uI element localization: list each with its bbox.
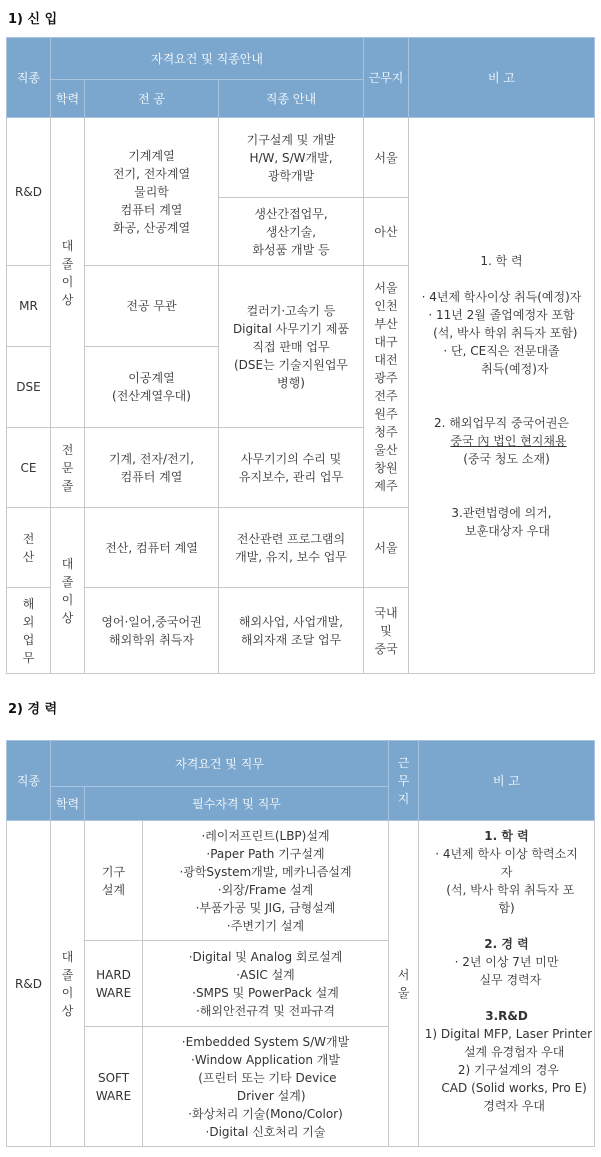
exp-education: 대졸이상 [51,821,85,1147]
header-major: 전 공 [85,80,219,118]
exp-header-duty: 필수자격 및 직무 [85,787,389,821]
mech-label: 기구 설계 [85,821,143,941]
rnd-guide-asan: 생산간접업무, 생산기술, 화성품 개발 등 [219,198,364,266]
mr-dse-guide: 컬러기·고속기 등 Digital 사무기기 제품 직접 판매 업무 (DSE는 기술지원업무 병행) [219,266,364,428]
section2-title: 2) 경 력 [8,702,58,717]
overseas-location: 국내 및 중국 [364,588,409,674]
overseas-jobtype: 해외업무 [7,588,51,674]
overseas-major: 영어·일어,중국어권 해외학위 취득자 [85,588,219,674]
it-jobtype: 전산 [7,508,51,588]
rnd-jobtype: R&D [7,118,51,266]
it-guide: 전산관련 프로그램의 개발, 유지, 보수 업무 [219,508,364,588]
dse-jobtype: DSE [7,347,51,428]
experienced-table [6,740,595,1147]
exp-jobtype: R&D [7,821,51,1147]
dse-major: 이공계열 (전산계열우대) [85,347,219,428]
header-location: 근무지 [364,38,409,118]
ce-jobtype: CE [7,428,51,508]
rnd-location-seoul: 서울 [364,118,409,198]
exp-header-location: 근무지 [389,741,419,821]
new-hire-remarks: 1. 학 력 · 4년제 학사이상 취득(예정)자 · 11년 2월 졸업예정자 포함 (석, 박사 학위 취득자 포함) · 단, CE직은 전문대졸 취득(예정)자 2. 해외업무직 중국어권은 중국 內 법인 현지채용 (중국 청도 소재) 3.관련법령에 의거, 보훈대상자 우대 [409,118,595,674]
shared-location: 서울 인천 부산 대구 대전 광주 전주 원주 청주 울산 창원 제주 [364,266,409,508]
exp-header-group: 자격요건 및 직무 [51,741,389,787]
ce-major: 기계, 전자/전기, 컴퓨터 계열 [85,428,219,508]
exp-header-jobtype: 직종 [7,741,51,821]
it-location: 서울 [364,508,409,588]
hw-items: ·Digital 및 Analog 회로설계 ·ASIC 설계 ·SMPS 및 PowerPack 설계 ·해외안전규격 및 전파규격 [143,941,389,1027]
it-education: 대졸이상 [51,508,85,674]
mech-items: ·레이저프린트(LBP)설계 ·Paper Path 기구설계 ·광학System개발, 메카니즘설계 ·외장/Frame 설계 ·부품가공 및 JIG, 금형설계 ·주변기기 설계 [143,821,389,941]
it-major: 전산, 컴퓨터 계열 [85,508,219,588]
new-hire-table [6,37,595,674]
ce-guide: 사무기기의 수리 및 유지보수, 관리 업무 [219,428,364,508]
mr-major: 전공 무관 [85,266,219,347]
exp-header-remarks: 비 고 [419,741,595,821]
overseas-guide: 해외사업, 사업개발, 해외자재 조달 업무 [219,588,364,674]
header-remarks: 비 고 [409,38,595,118]
rnd-major: 기계계열 전기, 전자계열 물리학 컴퓨터 계열 화공, 산공계열 [85,118,219,266]
header-jobguide: 직종 안내 [219,80,364,118]
exp-remarks: 1. 학 력 · 4년제 학사 이상 학력소지 자 (석, 박사 학위 취득자 포 함) 2. 경 력 · 2년 이상 7년 미만 실무 경력자 3.R&D 1) Digital MFP, Laser Printer 설계 유경험자 우대 2) 기구설계의 경우 CAD (Solid works, Pro E) 경력자 우대 [419,821,595,1147]
hw-label: HARD WARE [85,941,143,1027]
mr-jobtype: MR [7,266,51,347]
exp-location: 서울 [389,821,419,1147]
exp-header-education: 학력 [51,787,85,821]
rnd-guide-seoul: 기구설계 및 개발 H/W, S/W개발, 광학개발 [219,118,364,198]
header-education: 학력 [51,80,85,118]
sw-label: SOFT WARE [85,1027,143,1147]
rnd-education: 대졸이상 [51,118,85,428]
ce-education: 전문졸 [51,428,85,508]
section1-title: 1) 신 입 [8,12,58,27]
header-group: 자격요건 및 직종안내 [51,38,364,80]
sw-items: ·Embedded System S/W개발 ·Window Application 개발 (프린터 또는 기타 Device Driver 설계) ·화상처리 기술(Mono/Color) ·Digital 신호처리 기술 [143,1027,389,1147]
rnd-location-asan: 아산 [364,198,409,266]
header-jobtype: 직종 [7,38,51,118]
